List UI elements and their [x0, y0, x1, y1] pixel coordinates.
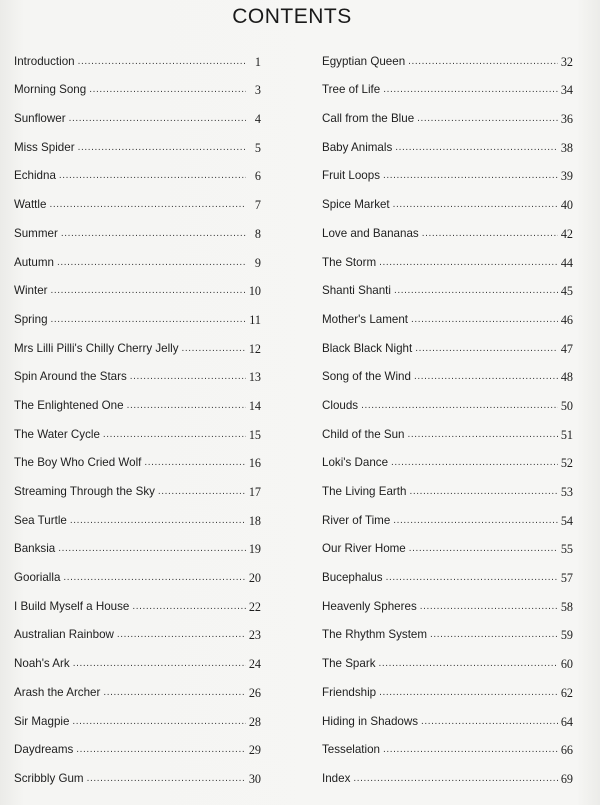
toc-entry-page-number: 8 — [254, 226, 261, 241]
toc-entry-page-number: 11 — [249, 312, 261, 327]
toc-entry — [14, 556, 261, 585]
toc-entry — [14, 585, 261, 614]
toc-entry — [322, 97, 573, 126]
toc-entry-title: Tree of Life — [322, 83, 381, 97]
dot-leader — [393, 198, 558, 212]
toc-entry-page-number: 3 — [254, 83, 261, 98]
toc-entry-page-number: 16 — [248, 456, 261, 471]
toc-entry-page-number: 29 — [248, 743, 261, 758]
toc-entry-title: Sea Turtle — [14, 513, 67, 527]
toc-entry-page-number: 24 — [248, 657, 261, 672]
dot-leader — [63, 571, 246, 585]
toc-entry — [322, 642, 573, 671]
toc-entry-page-number: 19 — [248, 542, 261, 557]
dot-leader — [51, 284, 247, 298]
toc-entry-page-number: 54 — [560, 513, 573, 528]
toc-entry-title: Streaming Through the Sky — [14, 485, 155, 498]
toc-entry-page-number: 51 — [560, 427, 573, 442]
toc-entry — [322, 212, 573, 241]
toc-entry-page-number: 17 — [248, 485, 261, 499]
toc-entry-title: Autumn — [14, 255, 54, 269]
toc-entry-page-number: 20 — [248, 571, 261, 586]
toc-entry-page-number: 64 — [560, 714, 573, 729]
toc-entry-title: Noah's Ark — [14, 657, 70, 671]
toc-entry-title: The Storm — [322, 255, 377, 269]
dot-leader — [417, 112, 558, 126]
toc-entry — [14, 499, 261, 528]
toc-entry — [14, 241, 261, 270]
toc-entry — [322, 499, 573, 528]
toc-entry-page-number: 13 — [248, 370, 261, 385]
toc-entry-title: Loki's Dance — [322, 456, 389, 470]
toc-entry — [322, 442, 573, 471]
toc-entry — [14, 155, 261, 184]
dot-leader — [76, 743, 246, 757]
toc-entry — [14, 700, 261, 729]
toc-entry-title: The Enlightened One — [14, 398, 124, 412]
toc-entry-title: The Rhythm System — [322, 628, 428, 642]
toc-entry-page-number: 15 — [248, 427, 261, 442]
dot-leader — [127, 399, 246, 413]
dot-leader — [132, 600, 246, 614]
dot-leader — [69, 112, 246, 126]
toc-entry-title: Miss Spider — [14, 140, 75, 154]
dot-leader — [383, 83, 558, 97]
toc-entry — [322, 729, 573, 758]
dot-leader — [411, 313, 558, 327]
toc-entry — [322, 40, 573, 69]
toc-entry-title: The Living Earth — [322, 485, 407, 498]
toc-entry-title: Daydreams — [14, 743, 74, 757]
toc-entry-title: Bucephalus — [322, 571, 383, 585]
toc-entry — [14, 298, 261, 327]
toc-entry-title: Song of the Wind — [322, 370, 411, 384]
toc-entry-page-number: 22 — [248, 599, 261, 614]
toc-entry-title: Mother's Lament — [322, 312, 408, 326]
toc-entry — [322, 757, 573, 786]
toc-entry-page-number: 55 — [560, 542, 573, 557]
toc-entry-title: Tesselation — [322, 743, 381, 757]
toc-entry-title: The Boy Who Cried Wolf — [14, 456, 142, 470]
toc-entry — [322, 126, 573, 155]
toc-entry-page-number: 39 — [560, 169, 573, 184]
dot-leader — [383, 169, 558, 183]
toc-entry-title: Echidna — [14, 169, 56, 183]
toc-entry — [14, 270, 261, 299]
toc-entry-page-number: 12 — [248, 341, 261, 356]
toc-entry-title: I Build Myself a House — [14, 599, 130, 613]
toc-entry — [322, 528, 573, 557]
toc-entry-page-number: 32 — [560, 54, 573, 69]
dot-leader — [58, 542, 246, 556]
toc-entry-page-number: 44 — [560, 255, 573, 270]
toc-entry-title: Our River Home — [322, 542, 406, 556]
dot-leader — [361, 399, 558, 413]
toc-entry-title: Baby Animals — [322, 140, 393, 154]
toc-entry — [322, 327, 573, 356]
toc-entry — [14, 40, 261, 69]
toc-entry-page-number: 50 — [560, 398, 573, 413]
toc-entry-page-number: 47 — [560, 341, 573, 356]
dot-leader — [72, 715, 246, 729]
dot-leader — [49, 198, 246, 212]
toc-entry — [322, 155, 573, 184]
dot-leader — [78, 55, 246, 69]
toc-entry-page-number: 30 — [248, 771, 261, 786]
dot-leader — [422, 227, 558, 241]
dot-leader — [130, 370, 246, 384]
toc-entry-page-number: 58 — [560, 599, 573, 614]
toc-entry — [322, 69, 573, 98]
toc-entry-title: Clouds — [322, 398, 359, 412]
toc-entry-page-number: 14 — [248, 398, 261, 413]
toc-entry — [14, 69, 261, 98]
toc-entry-title: The Water Cycle — [14, 427, 100, 441]
dot-leader — [386, 571, 558, 585]
toc-entry — [14, 757, 261, 786]
toc-entry-title: Spin Around the Stars — [14, 370, 127, 384]
toc-entry-page-number: 60 — [560, 657, 573, 672]
dot-leader — [51, 313, 246, 327]
toc-entry-title: Australian Rainbow — [14, 628, 114, 642]
toc-entry — [322, 556, 573, 585]
toc-entry — [322, 183, 573, 212]
toc-entry-title: Child of the Sun — [322, 427, 405, 441]
toc-entry — [322, 700, 573, 729]
toc-entry — [322, 241, 573, 270]
toc-entry-page-number: 48 — [560, 370, 573, 385]
toc-entry-title: Heavenly Spheres — [322, 599, 417, 613]
toc-entry-title: River of Time — [322, 513, 391, 527]
toc-entry-title: Fruit Loops — [322, 169, 380, 183]
toc-entry-page-number: 5 — [254, 140, 261, 155]
toc-entry-page-number: 18 — [248, 513, 261, 528]
toc-entry-page-number: 38 — [560, 140, 573, 155]
toc-entry-page-number: 26 — [248, 685, 261, 700]
toc-entry — [14, 327, 261, 356]
toc-entry — [14, 642, 261, 671]
toc-entry-title: Index — [322, 771, 351, 785]
toc-entry — [322, 614, 573, 643]
dot-leader — [414, 370, 558, 384]
dot-leader — [430, 628, 558, 642]
toc-column-right — [322, 40, 573, 786]
dot-leader — [421, 715, 558, 729]
toc-entry — [14, 183, 261, 212]
dot-leader — [61, 227, 246, 241]
toc-entry — [14, 97, 261, 126]
toc-entry-title: Summer — [14, 226, 58, 240]
toc-entry-page-number: 66 — [560, 743, 573, 758]
toc-entry-page-number: 9 — [254, 255, 261, 270]
dot-leader — [57, 256, 246, 270]
toc-entry-page-number: 23 — [248, 628, 261, 643]
dot-leader — [408, 55, 558, 69]
toc-entry-page-number: 59 — [560, 628, 573, 643]
dot-leader — [383, 743, 558, 757]
toc-entry — [322, 356, 573, 385]
toc-entry — [14, 470, 261, 499]
dot-leader — [144, 456, 246, 470]
dot-leader — [158, 485, 246, 499]
dot-leader — [117, 628, 246, 642]
dot-leader — [408, 428, 559, 442]
toc-entry-title: Sir Magpie — [14, 714, 70, 728]
toc-entry — [322, 671, 573, 700]
dot-leader — [395, 141, 558, 155]
toc-entry-title: Hiding in Shadows — [322, 714, 419, 728]
toc-entry-page-number: 28 — [248, 714, 261, 729]
toc-entry-title: Scribbly Gum — [14, 771, 84, 785]
toc-entry — [322, 413, 573, 442]
toc-entry-page-number: 46 — [560, 312, 573, 327]
toc-entry-page-number: 52 — [560, 456, 573, 471]
toc-entry-title: Arash the Archer — [14, 685, 101, 699]
toc-entry-page-number: 42 — [560, 226, 573, 241]
dot-leader — [182, 342, 246, 356]
dot-leader — [393, 514, 558, 528]
toc-entry-page-number: 69 — [560, 771, 573, 786]
page-title: CONTENTS — [232, 5, 352, 28]
toc-entry-page-number: 1 — [254, 54, 261, 69]
dot-leader — [89, 83, 246, 97]
toc-entry-title: Banksia — [14, 542, 56, 556]
dot-leader — [420, 600, 558, 614]
toc-entry-title: Introduction — [14, 54, 75, 68]
toc-entry — [322, 470, 573, 499]
toc-entry — [14, 212, 261, 241]
toc-entry — [322, 585, 573, 614]
toc-entry-page-number: 7 — [254, 198, 261, 213]
toc-entry-title: Goorialla — [14, 571, 61, 585]
toc-entry-page-number: 57 — [560, 571, 573, 586]
toc-entry-page-number: 53 — [560, 485, 573, 499]
toc-entry-title: Spice Market — [322, 198, 390, 212]
toc-entry — [14, 126, 261, 155]
toc-entry — [322, 270, 573, 299]
dot-leader — [391, 456, 558, 470]
toc-entry-title: Shanti Shanti — [322, 284, 391, 298]
toc-entry-title: Mrs Lilli Pilli's Chilly Cherry Jelly — [14, 341, 179, 355]
dot-leader — [70, 514, 246, 528]
toc-entry — [14, 614, 261, 643]
dot-leader — [103, 686, 246, 700]
dot-leader — [415, 342, 558, 356]
toc-entry-title: Spring — [14, 312, 48, 326]
toc-entry-title: The Spark — [322, 657, 376, 671]
toc-entry-page-number: 40 — [560, 198, 573, 213]
dot-leader — [78, 141, 246, 155]
dot-leader — [379, 256, 558, 270]
toc-entry — [14, 528, 261, 557]
toc-entry — [322, 298, 573, 327]
dot-leader — [73, 657, 246, 671]
toc-entry-page-number: 45 — [560, 284, 573, 299]
toc-entry-title: Egyptian Queen — [322, 54, 406, 68]
dot-leader — [87, 772, 246, 786]
dot-leader — [409, 485, 558, 499]
toc-entry-page-number: 4 — [254, 112, 261, 127]
toc-entry — [14, 671, 261, 700]
dot-leader — [353, 772, 558, 786]
toc-entry-page-number: 34 — [560, 83, 573, 98]
toc-entry-title: Wattle — [14, 198, 47, 212]
toc-column-left — [14, 40, 261, 786]
dot-leader — [379, 686, 558, 700]
toc-entry-title: Winter — [14, 284, 48, 298]
toc-entry-title: Call from the Blue — [322, 112, 415, 126]
toc-entry — [14, 442, 261, 471]
dot-leader — [59, 169, 246, 183]
toc-entry — [14, 413, 261, 442]
toc-entry-title: Love and Bananas — [322, 226, 419, 240]
dot-leader — [103, 428, 246, 442]
dot-leader — [379, 657, 559, 671]
toc-entry — [14, 356, 261, 385]
toc-entry-page-number: 6 — [254, 169, 261, 184]
toc-entry — [322, 384, 573, 413]
toc-entry — [14, 384, 261, 413]
toc-entry-page-number: 62 — [560, 685, 573, 700]
toc-entry — [14, 729, 261, 758]
toc-entry-page-number: 10 — [248, 284, 261, 299]
toc-entry-title: Friendship — [322, 685, 377, 699]
dot-leader — [394, 284, 558, 298]
toc-entry-title: Sunflower — [14, 112, 66, 126]
toc-entry-page-number: 36 — [560, 112, 573, 127]
dot-leader — [409, 542, 558, 556]
toc-entry-title: Morning Song — [14, 83, 87, 97]
toc-entry-title: Black Black Night — [322, 341, 413, 355]
